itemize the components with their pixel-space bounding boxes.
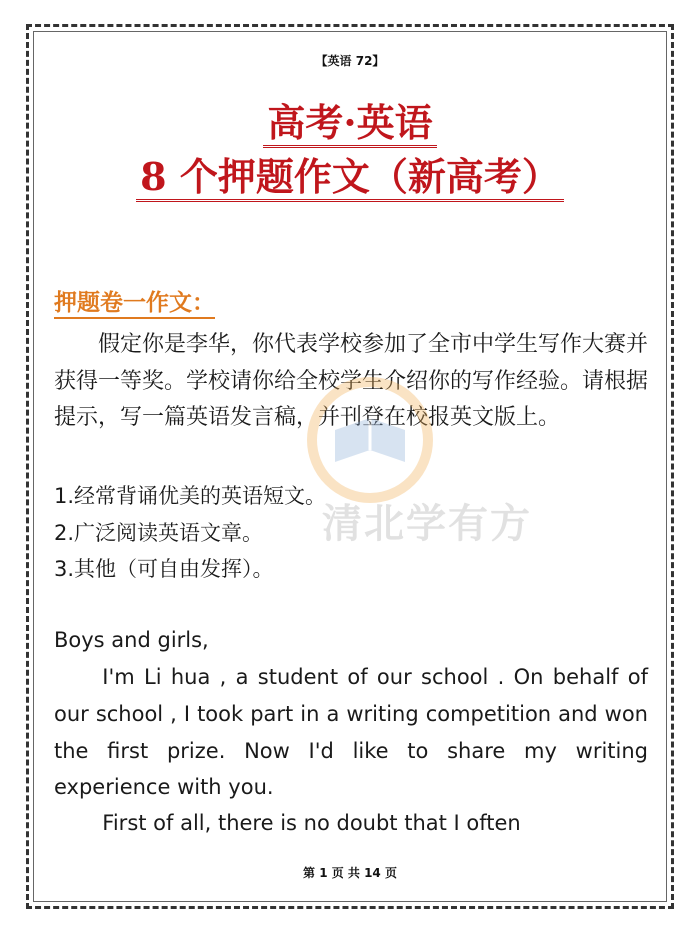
page-footer: 第 1 页 共 14 页 xyxy=(303,866,397,880)
title-line-2 xyxy=(0,146,700,201)
essay-paragraph-1: I'm Li hua , a student of our school . On behalf of our school , I took part in a writing competition and won the first prize. Now I'd like to share my writing experience with you. xyxy=(54,665,648,800)
document-tag: 【英语 72】 xyxy=(315,54,385,68)
prompt-paragraph: 假定你是李华，你代表学校参加了全市中学生写作大赛并获得一等奖。学校请你给全校学生介绍你的写作经验。请根据提示，写一篇英语发言稿，并刊登在校报英文版上。 xyxy=(54,332,649,430)
section-heading xyxy=(54,284,215,317)
essay-greeting: Boys and girls, xyxy=(54,628,209,652)
title-line-2-text: 8 个押题作文（新高考） xyxy=(136,154,564,202)
title-line-1 xyxy=(0,92,700,147)
essay-paragraph-2: First of all, there is no doubt that I often xyxy=(102,811,521,835)
tip-item-2: 2.广泛阅读英语文章。 xyxy=(54,521,264,545)
title-line-1-text: 高考·英语 xyxy=(263,100,436,148)
watermark-text: 清北学有方 xyxy=(322,501,532,547)
tip-item-3: 3.其他（可自由发挥）。 xyxy=(54,557,274,581)
section-heading-text: 押题卷一作文： xyxy=(54,289,215,319)
tip-item-1: 1.经常背诵优美的英语短文。 xyxy=(54,484,327,508)
